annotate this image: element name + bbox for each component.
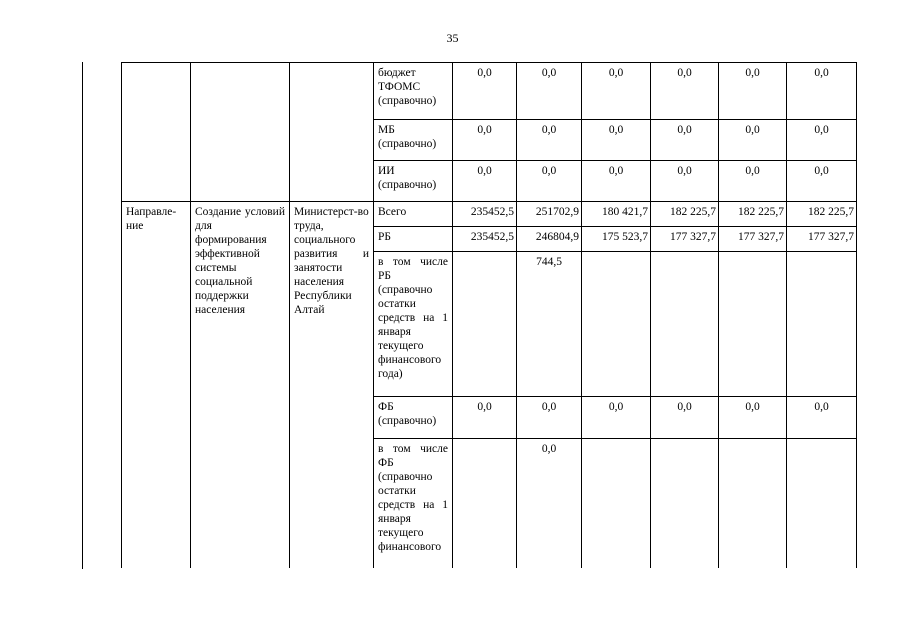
value-cell: 175 523,7: [582, 227, 651, 252]
funding-source: в том числе РБ (справочно остатки средств на 1 января текущего финансового года): [374, 252, 453, 397]
empty-cell: [290, 63, 374, 202]
value-cell: 0,0: [719, 397, 787, 439]
executor: Министерст-во труда, социального развития и занятости населения Республики Алтай: [290, 202, 374, 568]
value-cell: [651, 439, 719, 568]
value-cell: 0,0: [517, 439, 582, 568]
value-cell: 0,0: [517, 161, 582, 202]
value-cell: 182 225,7: [719, 202, 787, 227]
funding-source: ИИ (справочно): [374, 161, 453, 202]
value-cell: 0,0: [651, 161, 719, 202]
value-cell: [453, 252, 517, 397]
empty-cell: [191, 63, 290, 202]
value-cell: 251702,9: [517, 202, 582, 227]
value-cell: 177 327,7: [651, 227, 719, 252]
value-cell: 0,0: [582, 397, 651, 439]
value-cell: [453, 439, 517, 568]
value-cell: 0,0: [517, 120, 582, 161]
value-cell: 235452,5: [453, 227, 517, 252]
funding-source: в том числе ФБ (справочно остатки средств на 1 января текущего финансового: [374, 439, 453, 568]
value-cell: [787, 252, 857, 397]
value-cell: [651, 252, 719, 397]
funding-source: ФБ (справочно): [374, 397, 453, 439]
value-cell: 0,0: [787, 120, 857, 161]
value-cell: 0,0: [719, 63, 787, 120]
value-cell: 0,0: [517, 63, 582, 120]
value-cell: 0,0: [582, 161, 651, 202]
value-cell: [582, 252, 651, 397]
funding-source: РБ: [374, 227, 453, 252]
value-cell: 0,0: [651, 120, 719, 161]
value-cell: 0,0: [453, 120, 517, 161]
value-cell: 744,5: [517, 252, 582, 397]
value-cell: 0,0: [787, 63, 857, 120]
value-cell: 0,0: [719, 120, 787, 161]
table-row: [122, 202, 857, 227]
value-cell: [719, 252, 787, 397]
empty-cell: [122, 63, 191, 202]
value-cell: 0,0: [582, 120, 651, 161]
funding-source: МБ (справочно): [374, 120, 453, 161]
value-cell: 0,0: [719, 161, 787, 202]
funding-source: бюджет ТФОМС (справочно): [374, 63, 453, 120]
value-cell: 0,0: [582, 63, 651, 120]
value-cell: 0,0: [453, 63, 517, 120]
table-row: [122, 63, 857, 120]
value-cell: 0,0: [787, 397, 857, 439]
value-cell: 177 327,7: [719, 227, 787, 252]
budget-table: [121, 62, 857, 568]
value-cell: 0,0: [453, 397, 517, 439]
funding-source: Всего: [374, 202, 453, 227]
direction-type: Направле-ние: [122, 202, 191, 568]
left-border-line: [82, 62, 83, 569]
value-cell: 0,0: [651, 397, 719, 439]
value-cell: 0,0: [517, 397, 582, 439]
value-cell: 182 225,7: [651, 202, 719, 227]
value-cell: [719, 439, 787, 568]
value-cell: 0,0: [787, 161, 857, 202]
value-cell: 177 327,7: [787, 227, 857, 252]
value-cell: 0,0: [453, 161, 517, 202]
value-cell: 180 421,7: [582, 202, 651, 227]
value-cell: 235452,5: [453, 202, 517, 227]
value-cell: [582, 439, 651, 568]
page-number: 35: [446, 31, 459, 45]
value-cell: 246804,9: [517, 227, 582, 252]
value-cell: [787, 439, 857, 568]
value-cell: 0,0: [651, 63, 719, 120]
value-cell: 182 225,7: [787, 202, 857, 227]
direction-name: Создание условий для формирования эффективной системы социальной поддержки населения: [191, 202, 290, 568]
